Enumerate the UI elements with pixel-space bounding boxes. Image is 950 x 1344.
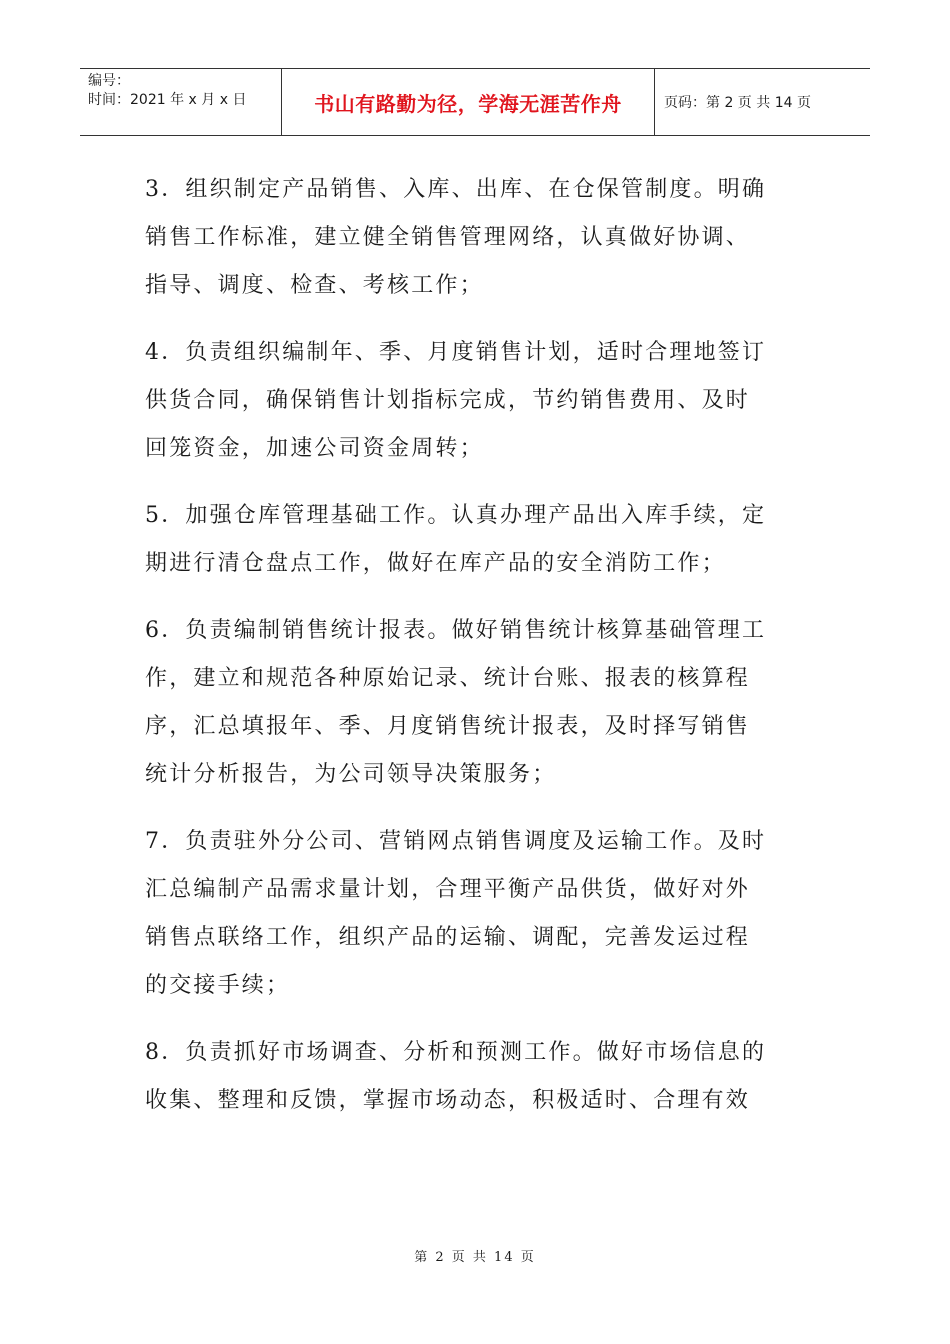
text-line: 销售工作标准，建立健全销售管理网络，认真做好协调、 — [145, 225, 751, 250]
page-footer: 第 2 页 共 14 页 — [414, 1250, 536, 1265]
text-line: 收集、整理和反馈，掌握市场动态，积极适时、合理有效 — [145, 1088, 751, 1113]
document-body — [145, 166, 805, 1144]
text-line: 5．加强仓库管理基础工作。认真办理产品出入库手续，定 — [145, 503, 767, 528]
paragraph-4 — [145, 329, 805, 473]
paragraph-6 — [145, 607, 805, 799]
header-page-info: 页码：第 2 页 共 14 页 — [664, 95, 811, 111]
page-header — [80, 68, 870, 136]
text-line: 4．负责组织编制年、季、月度销售计划，适时合理地签订 — [145, 340, 767, 365]
text-line: 统计分析报告，为公司领导决策服务； — [145, 762, 557, 787]
text-line: 指导、调度、检查、考核工作； — [145, 273, 484, 298]
paragraph-8 — [145, 1029, 805, 1125]
paragraph-7 — [145, 818, 805, 1010]
header-motto: 书山有路勤为径，学海无涯苦作舟 — [282, 69, 655, 135]
text-line: 作，建立和规范各种原始记录、统计台账、报表的核算程 — [145, 666, 751, 691]
text-line: 供货合同，确保销售计划指标完成，节约销售费用、及时 — [145, 388, 751, 413]
text-line: 的交接手续； — [145, 973, 291, 998]
text-line: 3．组织制定产品销售、入库、出库、在仓保管制度。明确 — [145, 177, 767, 202]
text-line: 6．负责编制销售统计报表。做好销售统计核算基础管理工 — [145, 618, 767, 643]
paragraph-3 — [145, 166, 805, 310]
paragraph-5 — [145, 492, 805, 588]
text-line: 期进行清仓盘点工作，做好在库产品的安全消防工作； — [145, 551, 726, 576]
text-line: 销售点联络工作，组织产品的运输、调配，完善发运过程 — [145, 925, 751, 950]
header-meta-cell — [80, 69, 282, 135]
text-line: 回笼资金，加速公司资金周转； — [145, 436, 484, 461]
text-line: 8．负责抓好市场调查、分析和预测工作。做好市场信息的 — [145, 1040, 767, 1065]
document-number-label: 编号： — [88, 73, 130, 89]
text-line: 汇总编制产品需求量计划，合理平衡产品供货，做好对外 — [145, 877, 751, 902]
document-date-label: 时间：2021 年 x 月 x 日 — [88, 92, 247, 108]
text-line: 序，汇总填报年、季、月度销售统计报表，及时择写销售 — [145, 714, 751, 739]
text-line: 7．负责驻外分公司、营销网点销售调度及运输工作。及时 — [145, 829, 767, 854]
